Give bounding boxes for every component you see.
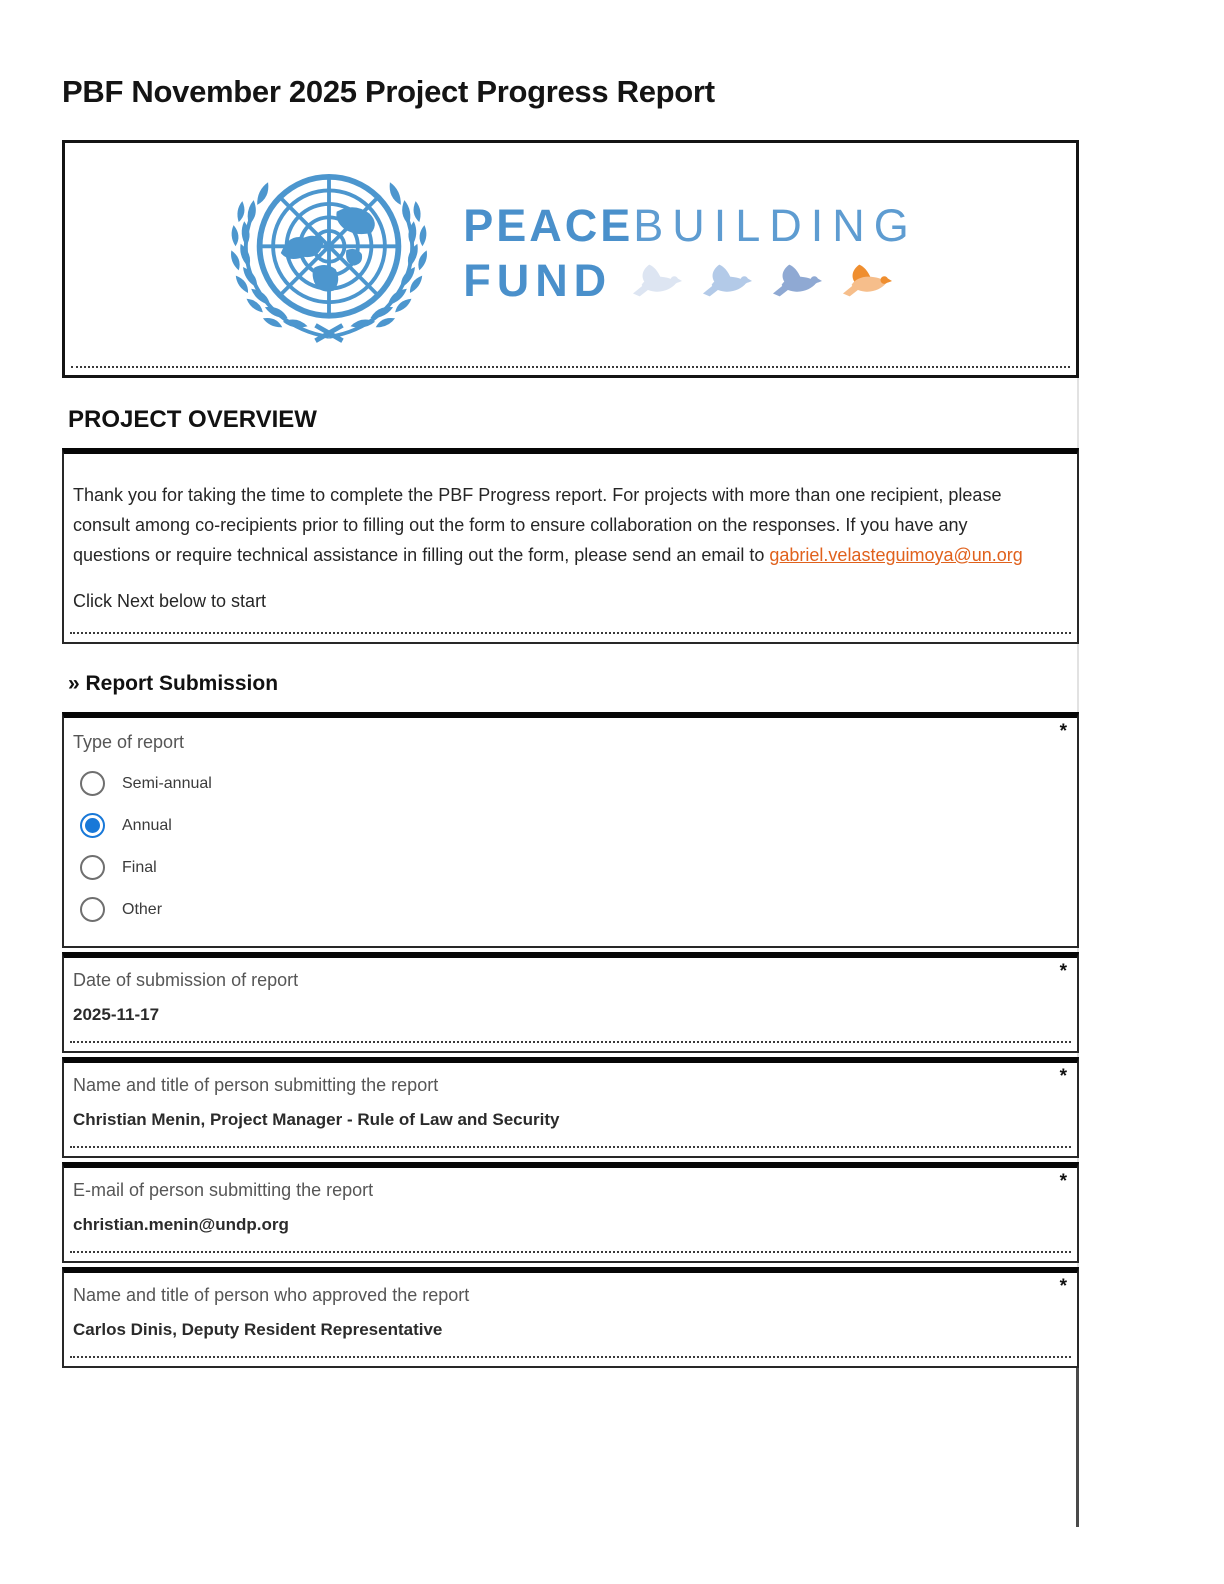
required-marker: * [1059, 1276, 1067, 1297]
radio-button[interactable] [80, 897, 105, 922]
radio-button[interactable] [80, 771, 105, 796]
dove-icon [842, 262, 892, 300]
next-instruction: Click Next below to start [73, 591, 267, 611]
support-email-link[interactable]: gabriel.velasteguimoya@un.org [769, 545, 1023, 565]
type-of-report-field [62, 712, 1079, 948]
radio-option-label: Semi-annual [122, 774, 212, 792]
logo-section [62, 140, 1079, 378]
field-label: Type of report [73, 732, 185, 752]
intro-text: Thank you for taking the time to complete the PBF Progress report. For projects with more than one recipient, please consult among co-recipients prior to filling out the form to ensure collaboration on the responses. If you have any questions or require technical assistance in filling out the form, please send an email to [73, 485, 1002, 565]
type-of-report-options [73, 771, 1068, 922]
page-title: PBF November 2025 Project Progress Report [62, 74, 715, 109]
radio-selected-dot [85, 818, 100, 833]
field-label: Name and title of person submitting the report [73, 1075, 439, 1095]
radio-button[interactable] [80, 855, 105, 880]
radio-option[interactable] [73, 771, 1068, 796]
form-field [62, 1267, 1079, 1368]
field-label: E-mail of person submitting the report [73, 1180, 374, 1200]
section-heading-project-overview: PROJECT OVERVIEW [68, 406, 317, 433]
radio-option[interactable] [73, 813, 1068, 838]
fields-container [62, 952, 1079, 1368]
divider [70, 632, 1071, 634]
divider [70, 1146, 1071, 1148]
un-emblem-icon [223, 161, 435, 347]
wordmark-building: BUILDING [633, 200, 918, 251]
form-field [62, 952, 1079, 1053]
form-field [62, 1162, 1079, 1263]
divider [70, 1251, 1071, 1253]
field-value[interactable]: Carlos Dinis, Deputy Resident Representative [73, 1320, 443, 1339]
divider [70, 1041, 1071, 1043]
field-value[interactable]: 2025-11-17 [73, 1005, 160, 1024]
divider [70, 1356, 1071, 1358]
right-border-stub [1076, 1368, 1079, 1527]
field-value[interactable]: Christian Menin, Project Manager - Rule of Law and Security [73, 1110, 560, 1129]
divider [71, 366, 1070, 368]
peacebuilding-fund-wordmark [463, 201, 918, 307]
wordmark-fund: FUND [463, 255, 613, 306]
required-marker: * [1059, 1171, 1067, 1192]
dove-icon [702, 262, 752, 300]
dove-icon [772, 262, 822, 300]
field-value[interactable]: christian.menin@undp.org [73, 1215, 289, 1234]
subsection-heading-report-submission: » Report Submission [68, 672, 279, 695]
intro-paragraph [73, 480, 1028, 570]
required-marker: * [1059, 1066, 1067, 1087]
radio-option-label: Other [122, 900, 163, 918]
dove-icon [632, 262, 682, 300]
radio-option-label: Annual [122, 816, 172, 834]
radio-option[interactable] [73, 897, 1068, 922]
radio-option-label: Final [122, 858, 157, 876]
field-label: Date of submission of report [73, 970, 299, 990]
required-marker: * [1059, 721, 1067, 742]
field-label: Name and title of person who approved the report [73, 1285, 470, 1305]
radio-button[interactable] [80, 813, 105, 838]
form-field [62, 1057, 1079, 1158]
required-marker: * [1059, 961, 1067, 982]
wordmark-peace: PEACE [463, 200, 634, 251]
intro-section [62, 448, 1079, 644]
radio-option[interactable] [73, 855, 1068, 880]
